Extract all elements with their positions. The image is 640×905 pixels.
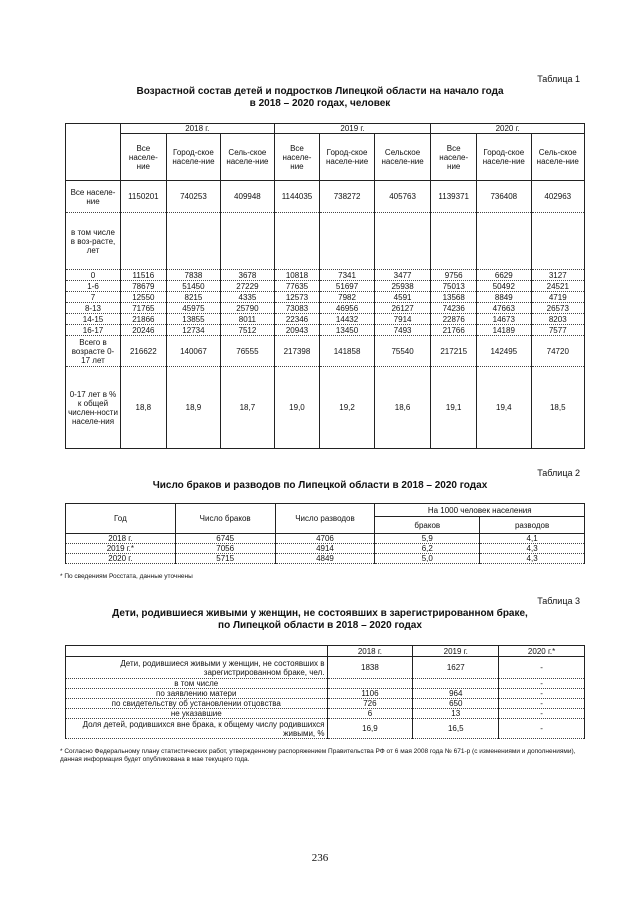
table2-head-marriages: Число браков: [175, 504, 275, 534]
table1-row: [66, 181, 585, 213]
table3-title-line2: по Липецкой области в 2018 – 2020 годах: [218, 620, 422, 631]
table1-cell: [431, 213, 477, 270]
table3-cell: 16,9: [327, 719, 413, 739]
table1-cell: 45975: [166, 303, 220, 314]
table2-head-per1000: На 1000 человек населения: [375, 504, 585, 517]
table3-row: [66, 719, 585, 739]
table1-row-label: 0: [66, 270, 121, 281]
table2-cell-d: 4,1: [480, 534, 585, 544]
table3-cell: 964: [413, 689, 499, 699]
table1-row: [66, 336, 585, 367]
table1-cell: 19,4: [477, 367, 531, 449]
table1-cell: 73083: [274, 303, 320, 314]
table2-cell-year: 2019 г.*: [66, 544, 176, 554]
table1-cell: 21866: [121, 314, 167, 325]
table1-cell: 78679: [121, 281, 167, 292]
table1-row-label: Все населе-ние: [66, 181, 121, 213]
table1-row-label: 8-13: [66, 303, 121, 314]
table2-cell-marriages: 7056: [175, 544, 275, 554]
table2-cell-divorces: 4849: [275, 554, 375, 564]
table1-cell: 20943: [274, 325, 320, 336]
table2-title: Число браков и разводов по Липецкой области в 2018 – 2020 годах: [152, 480, 488, 491]
table1-cell: 7341: [320, 270, 374, 281]
table3-row: [66, 709, 585, 719]
table1-row-label: 16-17: [66, 325, 121, 336]
table1-cell: 1144035: [274, 181, 320, 213]
table2-cell-divorces: 4914: [275, 544, 375, 554]
table1-cell: 18,8: [121, 367, 167, 449]
table1-cell: 140067: [166, 336, 220, 367]
table1-cell: 74236: [431, 303, 477, 314]
table1-cell: 25938: [374, 281, 431, 292]
table3-year: 2019 г.: [413, 646, 499, 657]
table3-cell: -: [499, 689, 585, 699]
table1-cell: 12550: [121, 292, 167, 303]
table1-cell: 14432: [320, 314, 374, 325]
table1-cell: [320, 213, 374, 270]
table1-row: [66, 281, 585, 292]
table1-cell: 74720: [531, 336, 584, 367]
table1-cell: 22876: [431, 314, 477, 325]
marriages-divorces-table: [65, 503, 585, 564]
table1-cell: 736408: [477, 181, 531, 213]
table1-cell: 3678: [221, 270, 274, 281]
table3-cell: 650: [413, 699, 499, 709]
table2-head-d: разводов: [480, 517, 585, 534]
table1-cell: 77635: [274, 281, 320, 292]
table2-cell-m: 5,0: [375, 554, 480, 564]
table1-row-label: в том числе в воз-расте, лет: [66, 213, 121, 270]
table1-cell: 9756: [431, 270, 477, 281]
table3-cell: -: [499, 657, 585, 679]
table1-cell: 7838: [166, 270, 220, 281]
table1-cell: 19,1: [431, 367, 477, 449]
table2-head-year: Год: [66, 504, 176, 534]
table1-row: [66, 325, 585, 336]
table1-cell: 27229: [221, 281, 274, 292]
table3-cell: 13: [413, 709, 499, 719]
table1-cell: 8011: [221, 314, 274, 325]
table1-cell: [121, 213, 167, 270]
table2-note: * По сведениям Росстата, данные уточнены: [60, 573, 193, 580]
table1-cell: 76555: [221, 336, 274, 367]
table1-row: [66, 303, 585, 314]
table1-cell: 738272: [320, 181, 374, 213]
table1-row: [66, 314, 585, 325]
table1-cell: 18,5: [531, 367, 584, 449]
table1-cell: 13568: [431, 292, 477, 303]
table1-subhead: Город-ское населе-ние: [477, 134, 531, 181]
table1-row: [66, 213, 585, 270]
table3-row: [66, 689, 585, 699]
table1-cell: 8215: [166, 292, 220, 303]
table1-cell: 4719: [531, 292, 584, 303]
table1-cell: 47663: [477, 303, 531, 314]
table1-cell: 217215: [431, 336, 477, 367]
table1-row-label: 0-17 лет в % к общей числен-ности населе-ния: [66, 367, 121, 449]
table3-cell: 1627: [413, 657, 499, 679]
table3-cell: -: [499, 679, 585, 689]
table1-title-line2: в 2018 – 2020 годах, человек: [249, 98, 391, 109]
table1-cell: 7577: [531, 325, 584, 336]
table3-label: Таблица 3: [537, 596, 580, 606]
table1-cell: 7982: [320, 292, 374, 303]
table1-cell: 18,7: [221, 367, 274, 449]
table3-row-label: по заявлению матери: [66, 689, 328, 699]
table1-year-2020: 2020 г.: [431, 124, 585, 134]
table1-cell: [166, 213, 220, 270]
table1-cell: 71765: [121, 303, 167, 314]
table1-cell: 75013: [431, 281, 477, 292]
table1-cell: 25790: [221, 303, 274, 314]
table1-cell: 8203: [531, 314, 584, 325]
table1-row-label: Всего в возрасте 0-17 лет: [66, 336, 121, 367]
table3-year: 2020 г.*: [499, 646, 585, 657]
table1-year-2019: 2019 г.: [274, 124, 431, 134]
table1-cell: 405763: [374, 181, 431, 213]
table1-cell: 12734: [166, 325, 220, 336]
table1-row: [66, 367, 585, 449]
table2-cell-year: 2018 г.: [66, 534, 176, 544]
table1-cell: 19,2: [320, 367, 374, 449]
table1-cell: 3477: [374, 270, 431, 281]
table1-cell: 142495: [477, 336, 531, 367]
table1-cell: 14673: [477, 314, 531, 325]
table2-cell-d: 4,3: [480, 554, 585, 564]
table1-subhead: Сельское населе-ние: [374, 134, 431, 181]
table1-cell: [221, 213, 274, 270]
table1-year-header-row: [66, 124, 585, 134]
table1-cell: 7914: [374, 314, 431, 325]
table1-year-2018: 2018 г.: [121, 124, 275, 134]
table1-cell: 75540: [374, 336, 431, 367]
age-composition-table: [65, 123, 585, 449]
table3-cell: [327, 679, 413, 689]
table1-cell: 24521: [531, 281, 584, 292]
table3-note: * Согласно Федеральному плану статистических работ, утвержденному распоряжением Правительства РФ от 6 мая 2008 года № 671-р (с изменениями и дополнениями), данная информация будет опубликована в мае текущего года.: [60, 748, 576, 763]
table1-cell: 6629: [477, 270, 531, 281]
table1-cell: 4591: [374, 292, 431, 303]
table3-row-label: в том числе: [66, 679, 328, 689]
table3-year: 2018 г.: [327, 646, 413, 657]
table3-cell: -: [499, 699, 585, 709]
page-number: 236: [311, 852, 329, 864]
table2-row: [66, 534, 585, 544]
table1-cell: 26127: [374, 303, 431, 314]
table3-row: [66, 679, 585, 689]
table1-subhead: Город-ское населе-ние: [166, 134, 220, 181]
table3-cell: 726: [327, 699, 413, 709]
table2-cell-divorces: 4706: [275, 534, 375, 544]
table3-row: [66, 699, 585, 709]
table3-cell: -: [499, 719, 585, 739]
table1-cell: 4335: [221, 292, 274, 303]
table3-cell: -: [499, 709, 585, 719]
table2-head-m: браков: [375, 517, 480, 534]
table1-cell: 1139371: [431, 181, 477, 213]
table2-row: [66, 554, 585, 564]
table1-cell: 51450: [166, 281, 220, 292]
table1-cell: 18,6: [374, 367, 431, 449]
table3-cell: 1838: [327, 657, 413, 679]
table1-cell: 10818: [274, 270, 320, 281]
table1-subhead: Сель-ское населе-ние: [531, 134, 584, 181]
table1-subhead: Все населе-ние: [431, 134, 477, 181]
table3-row-label: не указавшие: [66, 709, 328, 719]
table1-cell: 11516: [121, 270, 167, 281]
table1-cell: [531, 213, 584, 270]
table1-cell: 21766: [431, 325, 477, 336]
table1-cell: 50492: [477, 281, 531, 292]
table1-cell: 1150201: [121, 181, 167, 213]
table1-cell: 19,0: [274, 367, 320, 449]
table1-subheader-row: [66, 134, 585, 181]
table1-cell: 18,9: [166, 367, 220, 449]
births-outside-marriage-table: [65, 645, 585, 739]
table1-cell: 740253: [166, 181, 220, 213]
table1-cell: [477, 213, 531, 270]
table3-row: [66, 657, 585, 679]
table2-cell-marriages: 6745: [175, 534, 275, 544]
table3-cell: 16,5: [413, 719, 499, 739]
table1-cell: 216622: [121, 336, 167, 367]
table2-cell-marriages: 5715: [175, 554, 275, 564]
table2-head-divorces: Число разводов: [275, 504, 375, 534]
table3-cell: [413, 679, 499, 689]
table1-subhead: Сель-ское населе-ние: [221, 134, 274, 181]
table3-row-label: по свидетельству об установлении отцовства: [66, 699, 328, 709]
table1-label: Таблица 1: [537, 74, 580, 84]
table2-cell-d: 4,3: [480, 544, 585, 554]
table1-cell: 20246: [121, 325, 167, 336]
table1-row: [66, 292, 585, 303]
table2-row: [66, 544, 585, 554]
table2-label: Таблица 2: [537, 468, 580, 478]
table3-title-line1: Дети, родившиеся живыми у женщин, не состоявших в зарегистрированном браке,: [112, 608, 528, 619]
table1-cell: [274, 213, 320, 270]
table2-cell-m: 6,2: [375, 544, 480, 554]
table1-row: [66, 270, 585, 281]
table1-subhead: Все населе-ние: [274, 134, 320, 181]
table1-row-label: 1-6: [66, 281, 121, 292]
table1-cell: 7512: [221, 325, 274, 336]
table3-cell: 6: [327, 709, 413, 719]
table3-cell: 1106: [327, 689, 413, 699]
table1-corner-cell: [66, 124, 121, 181]
table1-subhead: Город-ское населе-ние: [320, 134, 374, 181]
table2-cell-year: 2020 г.: [66, 554, 176, 564]
table1-cell: 14189: [477, 325, 531, 336]
table3-row-label: Доля детей, родившихся вне брака, к общему числу родившихся живыми, %: [66, 719, 328, 739]
table1-cell: 3127: [531, 270, 584, 281]
table1-title: [60, 86, 580, 110]
table1-cell: 217398: [274, 336, 320, 367]
table3-row-label: Дети, родившиеся живыми у женщин, не состоявших в зарегистрированном браке, чел.: [66, 657, 328, 679]
table1-cell: 13855: [166, 314, 220, 325]
table2-cell-m: 5,9: [375, 534, 480, 544]
table1-cell: 409948: [221, 181, 274, 213]
table1-cell: 141858: [320, 336, 374, 367]
table1-cell: 402963: [531, 181, 584, 213]
table1-row-label: 14-15: [66, 314, 121, 325]
table1-cell: 46956: [320, 303, 374, 314]
table1-cell: 7493: [374, 325, 431, 336]
table1-cell: 26573: [531, 303, 584, 314]
table3-corner-cell: [66, 646, 328, 657]
table1-title-line1: Возрастной состав детей и подростков Липецкой области на начало года: [136, 86, 504, 97]
table1-subhead: Все населе-ние: [121, 134, 167, 181]
table1-cell: 22346: [274, 314, 320, 325]
table1-row-label: 7: [66, 292, 121, 303]
table1-cell: [374, 213, 431, 270]
table3-title: [60, 608, 580, 632]
table1-cell: 51697: [320, 281, 374, 292]
table1-cell: 13450: [320, 325, 374, 336]
table1-cell: 12573: [274, 292, 320, 303]
table1-cell: 8849: [477, 292, 531, 303]
